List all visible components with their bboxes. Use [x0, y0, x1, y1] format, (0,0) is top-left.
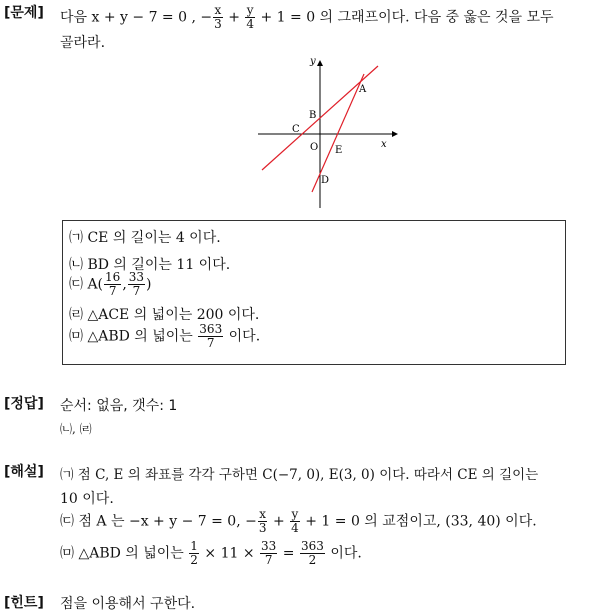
point-e-label: E: [335, 145, 343, 156]
fraction-y-over-4: $\frac{y}{4}$: [246, 3, 255, 31]
plus-sign: +: [228, 9, 240, 26]
answer-line-1: 순서: 없음, 갯수: 1: [60, 398, 178, 414]
point-c-label: C: [292, 124, 300, 135]
solution-line-2: 10 이다.: [60, 491, 114, 507]
choice-1: ㈀ CE 의 길이는 4 이다.: [69, 230, 221, 246]
choice-2: ㈁ BD 의 길이는 11 이다.: [69, 257, 231, 273]
point-d-label: D: [321, 175, 330, 186]
x-axis-label: x: [381, 139, 387, 150]
solution-line-4: ㈄ △ABD 의 넓이는 $\frac{1}{2}$ × 11 × $\frac{33}{7}$ = $\frac{363}{2}$ 이다.: [60, 539, 362, 567]
problem-tag: [문제]: [4, 5, 44, 21]
solution-line-1: ㈀ 점 C, E 의 좌표를 각각 구하면 C(−7, 0), E(3, 0) 이다. 따라서 CE 의 길이는: [60, 467, 539, 483]
problem-line-1: [60, 4, 554, 31]
solution-line-3: ㈂ 점 A 는 −x + y − 7 = 0, − $\frac{x}{3}$ + $\frac{y}{4}$ + 1 = 0 의 교점이고, (33, 40) 이다.: [60, 507, 537, 535]
problem-line-2: 골라라.: [60, 35, 106, 51]
answer-tag: [정답]: [4, 396, 44, 412]
answer-line-2: ㈁, ㈃: [60, 422, 92, 436]
fraction-x-over-3: $\frac{x}{3}$: [214, 3, 222, 31]
origin-label: O: [310, 142, 319, 153]
problem-text-a: 다음 x + y − 7 = 0 , −: [60, 9, 213, 26]
x-axis-arrow-icon: [392, 131, 398, 137]
coordinate-graph: [250, 52, 400, 212]
solution-tag: [해설]: [4, 464, 44, 480]
point-b-label: B: [309, 110, 317, 121]
choices-box: [62, 220, 566, 365]
hint-text: 점을 이용해서 구한다.: [60, 596, 196, 612]
choice-5: ㈄ △ABD 의 넓이는 $\frac{363}{7}$ 이다.: [69, 322, 261, 350]
y-axis-label: y: [310, 56, 316, 67]
point-a-label: A: [359, 84, 367, 95]
y-axis-arrow-icon: [317, 60, 323, 66]
hint-tag: [힌트]: [4, 595, 44, 611]
choice-3: ㈂ A( $\frac{16}{7}$ , $\frac{33}{7}$ ): [69, 270, 152, 298]
choice-4: ㈃ △ACE 의 넓이는 200 이다.: [69, 307, 260, 323]
problem-text-b: + 1 = 0 의 그래프이다. 다음 중 옳은 것을 모두: [260, 9, 554, 26]
